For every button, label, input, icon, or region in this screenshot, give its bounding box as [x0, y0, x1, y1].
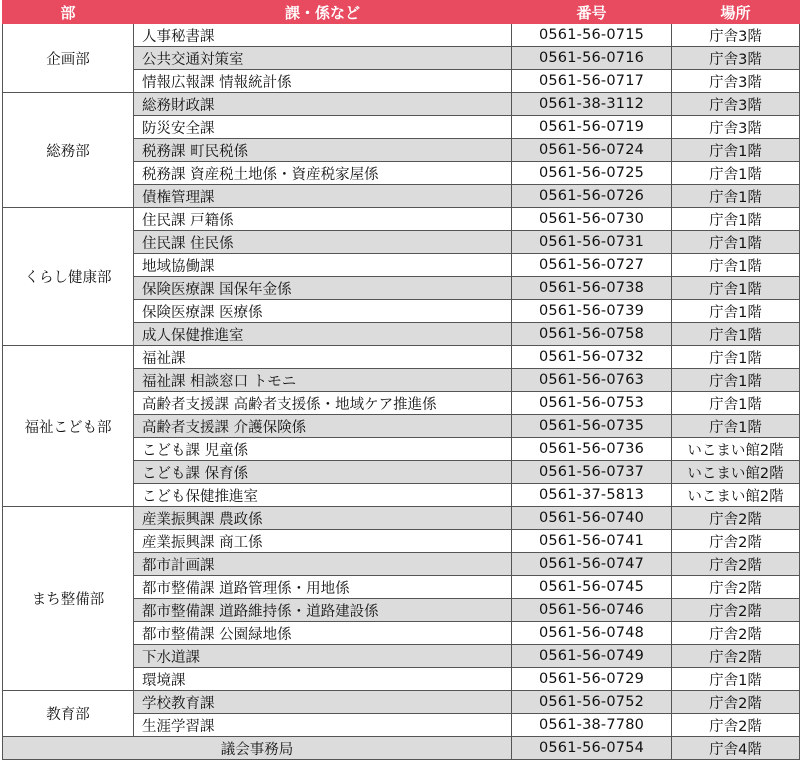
table-row	[3, 691, 800, 714]
section-cell: 保険医療課 医療係	[134, 300, 512, 323]
phone-number-cell: 0561-56-0748	[512, 622, 672, 645]
phone-number-cell: 0561-56-0715	[512, 24, 672, 47]
section-cell: 防災安全課	[134, 116, 512, 139]
section-cell: 高齢者支援課 高齢者支援係・地域ケア推進係	[134, 392, 512, 415]
dept-cell: くらし健康部	[3, 208, 134, 346]
location-cell: 庁舎3階	[672, 70, 800, 93]
header-dept: 部	[3, 1, 134, 24]
section-cell: 保険医療課 国保年金係	[134, 277, 512, 300]
location-cell: 庁舎1階	[672, 277, 800, 300]
table-body	[3, 24, 800, 760]
location-cell: 庁舎1階	[672, 668, 800, 691]
section-cell: こども保健推進室	[134, 484, 512, 507]
location-cell: 庁舎2階	[672, 576, 800, 599]
phone-number-cell: 0561-56-0731	[512, 231, 672, 254]
section-cell: 産業振興課 農政係	[134, 507, 512, 530]
section-cell: 福祉課	[134, 346, 512, 369]
section-cell: 都市整備課 道路維持係・道路建設係	[134, 599, 512, 622]
location-cell: 庁舎1階	[672, 231, 800, 254]
phone-number-cell: 0561-56-0747	[512, 553, 672, 576]
directory-table	[2, 0, 800, 760]
phone-number-cell: 0561-56-0753	[512, 392, 672, 415]
location-cell: 庁舎2階	[672, 622, 800, 645]
phone-number-cell: 0561-56-0719	[512, 116, 672, 139]
location-cell: 庁舎1階	[672, 369, 800, 392]
location-cell: 庁舎3階	[672, 24, 800, 47]
table-row	[3, 208, 800, 231]
section-cell: 地域協働課	[134, 254, 512, 277]
phone-number-cell: 0561-56-0737	[512, 461, 672, 484]
phone-number-cell: 0561-56-0729	[512, 668, 672, 691]
table-row	[3, 24, 800, 47]
location-cell: 庁舎2階	[672, 691, 800, 714]
section-cell: 情報広報課 情報統計係	[134, 70, 512, 93]
table-row	[3, 507, 800, 530]
phone-number-cell: 0561-37-5813	[512, 484, 672, 507]
section-cell: 成人保健推進室	[134, 323, 512, 346]
phone-number-cell: 0561-56-0740	[512, 507, 672, 530]
section-cell: 下水道課	[134, 645, 512, 668]
phone-number-cell: 0561-56-0732	[512, 346, 672, 369]
location-cell: 庁舎1階	[672, 208, 800, 231]
dept-cell: まち整備部	[3, 507, 134, 691]
section-cell: 福祉課 相談窓口 トモニ	[134, 369, 512, 392]
location-cell: 庁舎1階	[672, 323, 800, 346]
section-cell: 公共交通対策室	[134, 47, 512, 70]
location-cell: いこまい館2階	[672, 438, 800, 461]
section-cell: 環境課	[134, 668, 512, 691]
location-cell: 庁舎2階	[672, 599, 800, 622]
phone-number-cell: 0561-56-0752	[512, 691, 672, 714]
phone-number-cell: 0561-56-0736	[512, 438, 672, 461]
section-cell: こども課 保育係	[134, 461, 512, 484]
section-cell: 都市整備課 道路管理係・用地係	[134, 576, 512, 599]
phone-number-cell: 0561-56-0735	[512, 415, 672, 438]
location-cell: 庁舎1階	[672, 415, 800, 438]
phone-number-cell: 0561-38-3112	[512, 93, 672, 116]
phone-number-cell: 0561-56-0727	[512, 254, 672, 277]
table-row	[3, 346, 800, 369]
section-cell: 住民課 住民係	[134, 231, 512, 254]
location-cell: 庁舎3階	[672, 93, 800, 116]
location-cell: いこまい館2階	[672, 461, 800, 484]
section-cell: 都市計画課	[134, 553, 512, 576]
section-cell: 人事秘書課	[134, 24, 512, 47]
phone-number-cell: 0561-56-0763	[512, 369, 672, 392]
location-cell: 庁舎4階	[672, 737, 800, 760]
location-cell: いこまい館2階	[672, 484, 800, 507]
phone-number-cell: 0561-56-0725	[512, 162, 672, 185]
phone-number-cell: 0561-38-7780	[512, 714, 672, 737]
header-number: 番号	[512, 1, 672, 24]
location-cell: 庁舎1階	[672, 162, 800, 185]
location-cell: 庁舎2階	[672, 530, 800, 553]
phone-number-cell: 0561-56-0726	[512, 185, 672, 208]
phone-number-cell: 0561-56-0746	[512, 599, 672, 622]
location-cell: 庁舎2階	[672, 507, 800, 530]
table-row	[3, 93, 800, 116]
header-location: 場所	[672, 1, 800, 24]
location-cell: 庁舎1階	[672, 300, 800, 323]
phone-number-cell: 0561-56-0741	[512, 530, 672, 553]
phone-number-cell: 0561-56-0745	[512, 576, 672, 599]
phone-number-cell: 0561-56-0724	[512, 139, 672, 162]
header-row	[3, 1, 800, 24]
dept-cell: 教育部	[3, 691, 134, 737]
table-row-final	[3, 737, 800, 760]
location-cell: 庁舎3階	[672, 116, 800, 139]
section-cell: 学校教育課	[134, 691, 512, 714]
section-cell: こども課 児童係	[134, 438, 512, 461]
section-cell: 住民課 戸籍係	[134, 208, 512, 231]
dept-cell-council: 議会事務局	[3, 737, 512, 760]
section-cell: 生涯学習課	[134, 714, 512, 737]
phone-number-cell: 0561-56-0749	[512, 645, 672, 668]
section-cell: 産業振興課 商工係	[134, 530, 512, 553]
location-cell: 庁舎2階	[672, 714, 800, 737]
phone-number-cell: 0561-56-0717	[512, 70, 672, 93]
dept-cell: 総務部	[3, 93, 134, 208]
dept-cell: 企画部	[3, 24, 134, 93]
phone-number-cell: 0561-56-0738	[512, 277, 672, 300]
location-cell: 庁舎1階	[672, 392, 800, 415]
location-cell: 庁舎2階	[672, 645, 800, 668]
dept-cell: 福祉こども部	[3, 346, 134, 507]
location-cell: 庁舎2階	[672, 553, 800, 576]
location-cell: 庁舎1階	[672, 185, 800, 208]
phone-number-cell: 0561-56-0739	[512, 300, 672, 323]
location-cell: 庁舎3階	[672, 47, 800, 70]
section-cell: 総務財政課	[134, 93, 512, 116]
phone-number-cell: 0561-56-0754	[512, 737, 672, 760]
location-cell: 庁舎1階	[672, 139, 800, 162]
phone-number-cell: 0561-56-0730	[512, 208, 672, 231]
section-cell: 税務課 資産税土地係・資産税家屋係	[134, 162, 512, 185]
phone-number-cell: 0561-56-0758	[512, 323, 672, 346]
section-cell: 高齢者支援課 介護保険係	[134, 415, 512, 438]
section-cell: 都市整備課 公園緑地係	[134, 622, 512, 645]
location-cell: 庁舎1階	[672, 254, 800, 277]
section-cell: 債権管理課	[134, 185, 512, 208]
section-cell: 税務課 町民税係	[134, 139, 512, 162]
location-cell: 庁舎1階	[672, 346, 800, 369]
phone-number-cell: 0561-56-0716	[512, 47, 672, 70]
header-section: 課・係など	[134, 1, 512, 24]
